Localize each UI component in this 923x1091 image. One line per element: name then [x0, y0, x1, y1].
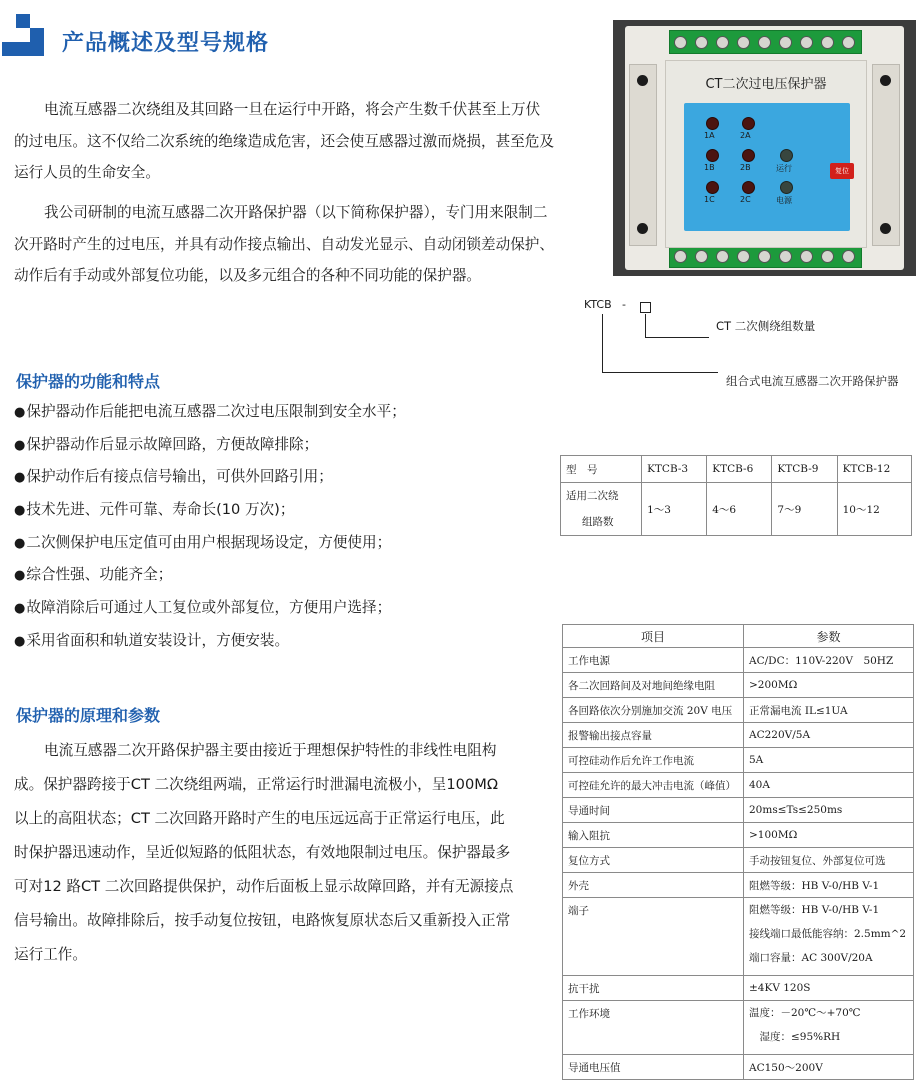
table-cell: [561, 483, 642, 536]
led-indicator: [742, 149, 755, 162]
column-header: 参数: [744, 625, 914, 648]
table-cell: 型 号: [561, 456, 642, 483]
device-front-panel: [665, 60, 867, 248]
led-indicator: [706, 149, 719, 162]
table-row: [563, 673, 914, 698]
table-cell: AC/DC：110V-220V 50HZ: [744, 648, 914, 673]
row-label-line: 适用二次绕: [566, 490, 619, 502]
table-cell: >100MΩ: [744, 823, 914, 848]
led-label: 1C: [704, 195, 715, 204]
table-cell: 40A: [744, 773, 914, 798]
table-header-row: [563, 625, 914, 648]
table-cell: 各回路依次分别施加交流 20V 电压: [563, 698, 744, 723]
power-led: [780, 181, 793, 194]
table-cell: 正常漏电流 IL≤1UA: [744, 698, 914, 723]
value-line: 湿度：≤95%RH: [749, 1031, 841, 1043]
led-label: 2A: [740, 131, 751, 140]
led-label: 1A: [704, 131, 715, 140]
table-cell: 1～3: [642, 483, 707, 536]
table-row: [561, 456, 912, 483]
led-indicator: [742, 117, 755, 130]
model-table: [560, 455, 912, 536]
value-line: 温度：－20℃～+70℃: [749, 1007, 861, 1019]
table-cell: 各二次回路间及对地间绝缘电阻: [563, 673, 744, 698]
table-cell: 阻燃等级：HB V-0/HB V-1: [744, 873, 914, 898]
table-row: [563, 748, 914, 773]
table-cell: 10～12: [837, 483, 911, 536]
mount-ear-right: [872, 64, 900, 246]
table-cell: KTCB-12: [837, 456, 911, 483]
led-indicator: [706, 117, 719, 130]
table-cell: ±4KV 120S: [744, 976, 914, 1001]
run-led-label: 运行: [776, 164, 792, 173]
table-cell: KTCB-6: [707, 456, 772, 483]
table-cell: [744, 1001, 914, 1055]
table-cell: 端子: [563, 898, 744, 976]
table-cell: 导通电压值: [563, 1055, 744, 1080]
value-line: 端口容量：AC 300V/20A: [749, 952, 873, 964]
table-row: [563, 648, 914, 673]
table-cell: 输入阻抗: [563, 823, 744, 848]
list-item: ● 技术先进、元件可靠、寿命长(10 万次)；: [14, 494, 406, 527]
logo-icon: [2, 14, 46, 58]
intro-paragraph-2: 我公司研制的电流互感器二次开路保护器（以下简称保护器），专门用来限制二次开路时产生的过电压，并具有动作接点输出、自动发光显示、自动闭锁差动保护、动作后有手动或外部复位功能，以及多元组合的各种不同功能的保护器。: [14, 204, 554, 284]
table-cell: 5A: [744, 748, 914, 773]
connector-line: [602, 314, 603, 372]
table-cell: KTCB-9: [772, 456, 837, 483]
list-item: ● 保护动作后有接点信号输出，可供外回路引用；: [14, 461, 406, 494]
table-row: [563, 723, 914, 748]
list-item: ● 故障消除后可通过人工复位或外部复位，方便用户选择；: [14, 592, 406, 625]
table-row: [563, 976, 914, 1001]
table-cell: 报警输出接点容量: [563, 723, 744, 748]
device-title: CT二次过电压保护器: [705, 77, 827, 92]
table-cell: 工作环境: [563, 1001, 744, 1055]
table-cell: 可控硅允许的最大冲击电流（峰值）: [563, 773, 744, 798]
table-cell: 20ms≤Ts≤250ms: [744, 798, 914, 823]
table-row: [563, 773, 914, 798]
features-list: [14, 396, 406, 658]
led-label: 1B: [704, 163, 715, 172]
led-indicator: [742, 181, 755, 194]
model-dash: -: [622, 298, 626, 311]
list-item: ● 保护器动作后能把电流互感器二次过电压限制到安全水平；: [14, 396, 406, 429]
table-row: [563, 823, 914, 848]
table-row: [563, 848, 914, 873]
principle-paragraph: 电流互感器二次开路保护器主要由接近于理想保护特性的非线性电阻构成。保护器跨接于CT 二次绕组两端，正常运行时泄漏电流极小，呈100MΩ 以上的高阻状态；CT 二次回路开路时产生的电压远远高于正常运行电压，此时保护器迅速动作，呈近似短路的低阻状态，有效地限制过电压。保护器最多可对12 路CT 二次回路提供保护，动作后面板上显示故障回路，并有无源接点信号输出。故障排除后，按手动复位按钮，电路恢复原状态后又重新投入正常运行工作。: [14, 742, 514, 963]
table-row: [561, 483, 912, 536]
table-cell: [744, 898, 914, 976]
list-item: ● 二次侧保护电压定值可由用户根据现场设定，方便使用；: [14, 527, 406, 560]
connector-line: [645, 337, 709, 338]
column-header: 项目: [563, 625, 744, 648]
row-label-line: 组路数: [582, 516, 614, 528]
parameter-table: [562, 624, 914, 1080]
reset-button: 复位: [830, 163, 854, 179]
table-cell: AC220V/5A: [744, 723, 914, 748]
led-indicator: [706, 181, 719, 194]
table-row: [563, 898, 914, 976]
power-led-label: 电源: [776, 196, 792, 205]
table-cell: 工作电源: [563, 648, 744, 673]
list-item: ● 采用省面积和轨道安装设计，方便安装。: [14, 625, 406, 658]
table-cell: 7～9: [772, 483, 837, 536]
table-row: [563, 698, 914, 723]
model-box-icon: [640, 302, 651, 313]
table-row: [563, 873, 914, 898]
led-label: 2B: [740, 163, 751, 172]
run-led: [780, 149, 793, 162]
table-cell: 可控硅动作后允许工作电流: [563, 748, 744, 773]
terminal-strip-top: [669, 30, 862, 54]
device-photo: [613, 20, 916, 276]
led-label: 2C: [740, 195, 751, 204]
indicator-panel: [684, 103, 850, 231]
intro-paragraph-1: 电流互感器二次绕组及其回路一旦在运行中开路，将会产生数千伏甚至上万伏的过电压。这不仅给二次系统的绝缘造成危害，还会使互感器过激而烧损，甚至危及运行人员的生命安全。: [14, 101, 554, 181]
table-row: [563, 1001, 914, 1055]
table-cell: 导通时间: [563, 798, 744, 823]
page-title: 产品概述及型号规格: [62, 31, 270, 56]
connector-line: [602, 372, 718, 373]
principle-heading: 保护器的原理和参数: [16, 706, 161, 725]
table-cell: 手动按钮复位、外部复位可选: [744, 848, 914, 873]
table-cell: KTCB-3: [642, 456, 707, 483]
value-line: 接线端口最低能容纳：2.5mm^2: [749, 928, 907, 940]
table-row: [563, 798, 914, 823]
list-item: ● 综合性强、功能齐全；: [14, 559, 406, 592]
table-cell: >200MΩ: [744, 673, 914, 698]
features-heading: 保护器的功能和特点: [16, 372, 161, 391]
prefix-description: 组合式电流互感器二次开路保护器: [726, 374, 899, 388]
value-line: 阻燃等级：HB V-0/HB V-1: [749, 904, 880, 916]
table-cell: 外壳: [563, 873, 744, 898]
mount-ear-left: [629, 64, 657, 246]
table-cell: 4～6: [707, 483, 772, 536]
connector-line: [645, 314, 646, 337]
box-description: CT 二次侧绕组数量: [716, 319, 816, 333]
list-item: ● 保护器动作后显示故障回路，方便故障排除；: [14, 429, 406, 462]
table-cell: AC150～200V: [744, 1055, 914, 1080]
device-body: [625, 26, 904, 270]
table-cell: 抗干扰: [563, 976, 744, 1001]
table-row: [563, 1055, 914, 1080]
model-code: KTCB: [584, 298, 612, 311]
table-cell: 复位方式: [563, 848, 744, 873]
